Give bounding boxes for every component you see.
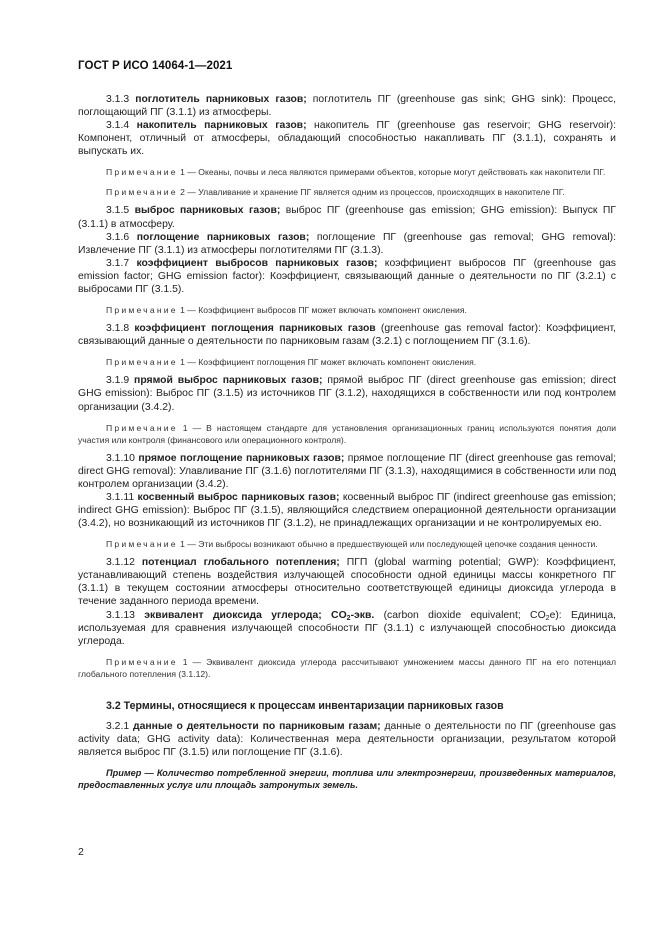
note-text: Коэффициент выбросов ПГ может включать компонент окисления. [198, 305, 467, 316]
term-title: прямой выброс парниковых газов; [134, 375, 323, 387]
example-3-2-1 [78, 767, 616, 791]
term-3-1-8 [78, 322, 616, 348]
term-definition: ПГП (global warming potential; GWP): Коэффициент, устанавливающий степень воздействия излучающей способности одной единицы массы конкретного ПГ (3.1.1) в текущем состоянии атмосферы относительно соответствующей единицы диоксида углерода в течение заданного периода времени. [78, 557, 616, 608]
note-number: 1 — [177, 422, 207, 433]
term-3-1-13: 3.1.13 эквивалент диоксида углерода; $CO_2$-экв. (carbon dioxide equivalent; $CO_2e$): Единица, используемая для сравнения излучающей способности ПГ (3.1.1) с излучающей способностью диоксида углерода. [78, 609, 616, 647]
term-title: потенциал глобального потепления; [141, 557, 340, 569]
term-definition: данные о деятельности по ПГ (greenhouse gas activity data; GHG activity data): Количественная мера деятельности организации, результатом которой является выброс ПГ (3.1.5) или поглощение ПГ (3.1.6). [78, 720, 616, 758]
note-3-1-11-1 [78, 538, 616, 550]
example-label: Пример [106, 768, 142, 779]
note-label: Примечание [106, 305, 178, 316]
term-3-1-5 [78, 204, 616, 230]
note-text: Коэффициент поглощения ПГ может включать компонент окисления. [198, 357, 477, 368]
term-definition: прямое поглощение ПГ (direct greenhouse gas removal; direct GHG removal): Улавливание ПГ (3.1.6) поглотителями ПГ (3.1.3), находящимися в собственности или под контролем организации (3.4.2). [78, 452, 617, 490]
note-text: Океаны, почвы и леса являются примерами объектов, которые могут действовать как накопители ПГ. [198, 167, 606, 178]
term-definition: поглощение ПГ (greenhouse gas removal; GHG removal): Извлечение ПГ (3.1.1) из атмосферы поглотителями ПГ (3.1.3). [78, 231, 616, 256]
term-definition: выброс ПГ (greenhouse gas emission; GHG emission): Выпуск ПГ (3.1.1) в атмосферу. [78, 205, 617, 230]
term-definition: косвенный выброс ПГ (indirect greenhouse gas emission; indirect GHG emission): Выброс ПГ (3.1.5), являющийся следствием операционной деятельности организации (3.4.2), но возникающий из источников ПГ (3.1.2), не принадлежащих организации и не контролируемых ею. [78, 491, 617, 530]
term-title: данные о деятельности по парниковым газам; [133, 720, 381, 732]
term-number: 3.1.10 [106, 452, 135, 464]
term-3-1-7 [78, 257, 616, 296]
term-number: 3.1.12 [106, 557, 135, 569]
note-number: 1 — [177, 167, 199, 178]
term-3-1-12 [78, 556, 616, 608]
note-number: 2 — [177, 187, 199, 198]
note-text: Эти выбросы возникают обычно в предшествующей или последующей цепочке создания ценности. [198, 539, 598, 550]
term-definition: поглотитель ПГ (greenhouse gas sink; GHG sink): Процесс, поглощающий ПГ (3.1.1) из атмосферы. [78, 94, 616, 119]
note-number: 1 — [177, 539, 199, 550]
term-3-1-3 [78, 93, 616, 119]
note-number: 1 — [177, 357, 199, 368]
note-3-1-4-2 [78, 186, 616, 198]
term-definition: прямой выброс ПГ (direct greenhouse gas emission; direct GHG emission): Выброс ПГ (3.1.5) из источников ПГ (3.1.2), находящихся в собственности или под контролем организации (3.4.2). [78, 375, 617, 413]
term-title: коэффициент выбросов парниковых газов; [136, 257, 378, 269]
note-3-1-8-1 [78, 356, 616, 368]
term-number: 3.1.11 [106, 491, 135, 503]
term-number: 3.1.9 [106, 375, 130, 387]
note-3-1-9-1 [78, 422, 616, 446]
term-number: 3.1.3 [106, 94, 130, 105]
term-title: прямое поглощение парниковых газов; [138, 452, 345, 464]
term-number: 3.1.5 [106, 205, 130, 217]
term-number: 3.1.6 [106, 231, 130, 243]
note-label: Примечание [106, 539, 178, 550]
section-heading-3-2: 3.2 Термины, относящиеся к процессам инвентаризации парниковых газов [106, 699, 504, 712]
note-text: В настоящем стандарте для установления организационных границ используются понятия доли участия или контроля (финансового или операционного контроля). [78, 422, 616, 445]
term-3-1-9 [78, 374, 616, 413]
note-label: Примечание [106, 656, 178, 667]
term-title: поглотитель парниковых газов; [135, 94, 307, 105]
term-definition: (greenhouse gas removal factor): Коэффициент, связывающий данные о деятельности по парниковым газам (3.2.1) с поглощением ПГ (3.1.6). [78, 323, 617, 348]
note-label: Примечание [106, 357, 178, 368]
term-definition: накопитель ПГ (greenhouse gas reservoir; GHG reservoir): Компонент, отличный от атмосферы, обладающий способностью накапливать ПГ (3.1.1), сохранять и выпускать их. [78, 120, 617, 158]
term-definition: (carbon dioxide equivalent; CO [374, 609, 546, 621]
page-header-title: ГОСТ Р ИСО 14064-1—2021 [78, 60, 233, 72]
term-number: 3.2.1 [106, 720, 130, 732]
term-title: выброс парниковых газов; [134, 205, 281, 217]
note-3-1-4-1 [78, 166, 616, 178]
term-title: накопитель парниковых газов; [136, 120, 307, 132]
term-definition: коэффициент выбросов ПГ (greenhouse gas emission factor; GHG emission factor): Коэффициент, связывающий данные о деятельности по ПГ (3.2.1) с выбросами ПГ (3.1.5). [78, 257, 616, 296]
term-number: 3.1.7 [106, 257, 130, 269]
note-text: Эквивалент диоксида углерода рассчитывают умножением массы данного ПГ на его потенциал глобального потепления (3.1.12). [78, 656, 616, 679]
term-title: коэффициент поглощения парниковых газов [134, 323, 376, 335]
term-number: 3.1.8 [106, 323, 130, 335]
example-text: — Количество потребленной энергии, топлива или электроэнергии, произведенных материалов, предоставленных услуг или площадь затронутых земель. [78, 768, 616, 791]
term-title: эквивалент диоксида углерода; $CO_2$-экв. [144, 609, 375, 622]
term-3-1-11 [78, 491, 616, 530]
term-3-1-10 [78, 452, 616, 491]
term-3-2-1 [78, 720, 616, 759]
note-number: 1 — [177, 656, 207, 667]
note-3-1-7-1 [78, 304, 616, 316]
document-body [78, 93, 616, 791]
term-3-1-4 [78, 119, 616, 158]
note-label: Примечание [106, 187, 178, 198]
note-label: Примечание [106, 422, 178, 433]
note-3-1-13-1 [78, 656, 616, 680]
note-text: Улавливание и хранение ПГ является одним из процессов, происходящих в накопителе ПГ. [198, 187, 565, 198]
term-title: косвенный выброс парниковых газов; [137, 491, 340, 503]
term-3-1-6 [78, 231, 616, 257]
term-number: 3.1.13 [106, 609, 135, 621]
note-label: Примечание [106, 167, 178, 178]
term-title: поглощение парниковых газов; [136, 231, 310, 243]
page-number: 2 [78, 846, 84, 858]
note-number: 1 — [177, 305, 199, 316]
term-number: 3.1.4 [106, 120, 130, 132]
